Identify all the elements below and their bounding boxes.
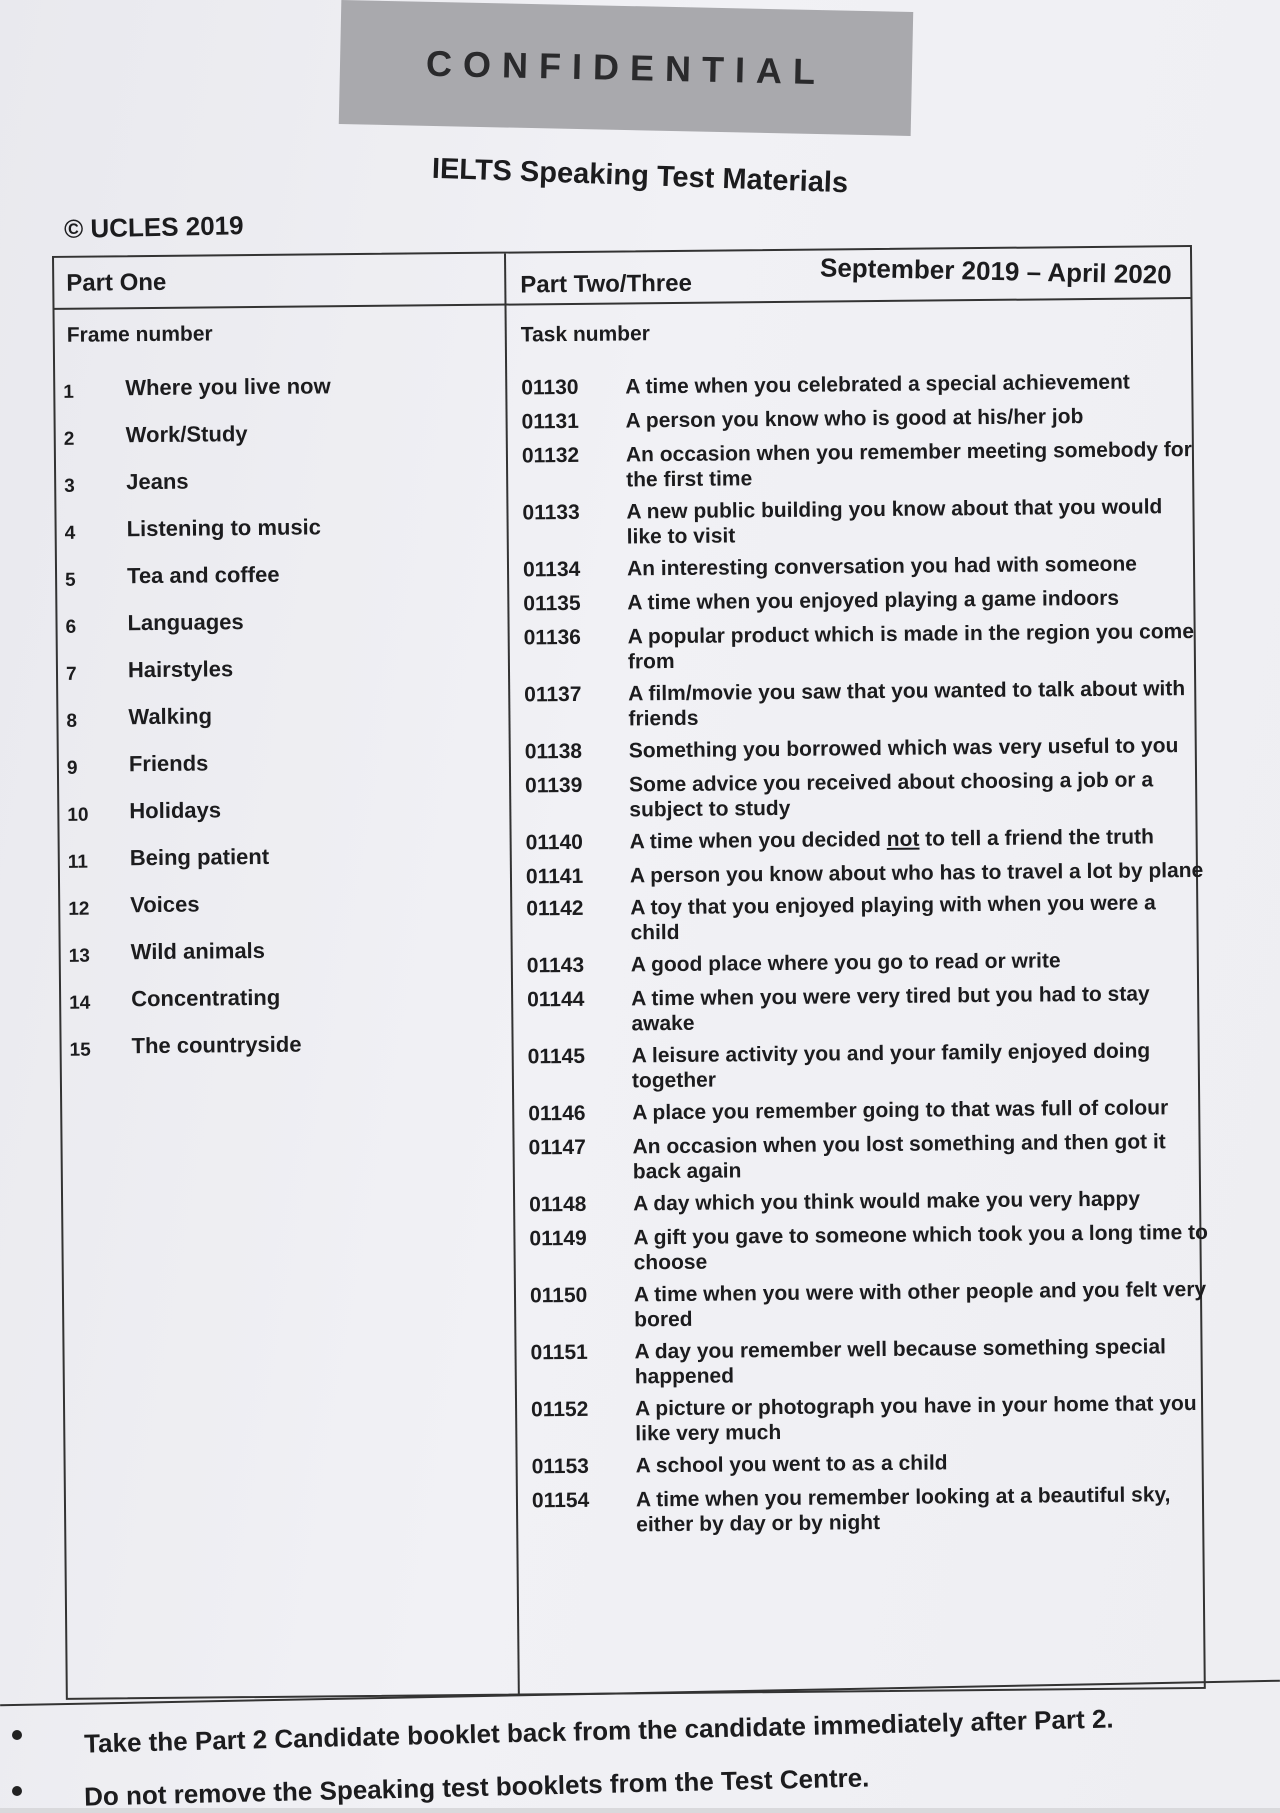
frame-number: 15	[69, 1039, 91, 1061]
task-row	[522, 437, 1202, 494]
task-row	[527, 981, 1207, 1038]
task-text: A day you remember well because something special happened	[634, 1335, 1167, 1389]
task-code: 01151	[530, 1340, 588, 1365]
frame-number: 7	[65, 663, 77, 685]
task-text: A person you know who is good at his/her job	[625, 405, 1084, 433]
bullet-icon	[12, 1786, 22, 1796]
task-row	[525, 733, 1205, 765]
frame-label: Work/Study	[125, 421, 248, 448]
task-text: A school you went to as a child	[635, 1451, 948, 1478]
frame-number: 11	[67, 851, 89, 873]
task-code: 01139	[524, 773, 583, 798]
document-title: IELTS Speaking Test Materials	[431, 152, 849, 200]
task-row	[531, 1391, 1211, 1448]
task-row	[524, 676, 1204, 733]
frame-number: 4	[64, 522, 76, 544]
task-text: A picture or photograph you have in your home that you like very much	[634, 1392, 1197, 1446]
task-code: 01140	[525, 830, 584, 855]
task-row	[532, 1448, 1212, 1480]
frame-label: Where you live now	[125, 373, 331, 401]
task-code: 01143	[526, 953, 585, 978]
frame-row	[65, 560, 505, 611]
bullet-icon	[12, 1730, 22, 1740]
frame-label: Jeans	[126, 468, 189, 495]
frame-label: Wild animals	[130, 937, 266, 965]
task-text: A time when you remember looking at a beautiful sky, either by day or by night	[635, 1483, 1171, 1537]
task-row	[530, 1277, 1210, 1334]
task-code: 01146	[528, 1101, 586, 1126]
task-text: Something you borrowed which was very useful to you	[628, 734, 1179, 763]
frame-label: Languages	[127, 609, 244, 636]
task-text: An occasion when you remember meeting somebody for the first time	[625, 438, 1192, 492]
frame-row	[66, 701, 506, 752]
task-text: A leisure activity you and your family enjoyed doing together	[631, 1039, 1151, 1093]
task-text: A popular product which is made in the region you come from	[627, 619, 1195, 674]
task-row	[529, 1220, 1209, 1277]
task-row	[526, 890, 1206, 947]
frame-row	[66, 654, 506, 705]
task-text: A day which you think would make you very happy	[633, 1187, 1141, 1216]
frame-row	[69, 1030, 509, 1081]
frame-label: The countryside	[131, 1031, 302, 1059]
task-text: An occasion when you lost something and then got it back again	[632, 1130, 1166, 1184]
task-text: Some advice you received about choosing a job or a subject to study	[628, 768, 1154, 822]
task-text: A toy that you enjoyed playing with when you were a child	[630, 891, 1156, 945]
task-code: 01153	[531, 1454, 590, 1479]
task-code: 01132	[521, 443, 580, 468]
frame-row	[69, 936, 509, 987]
table-border	[52, 245, 1206, 1700]
task-text-underlined: not	[886, 827, 920, 851]
task-code: 01138	[524, 739, 583, 764]
task-code: 01134	[522, 557, 581, 582]
frame-number-heading: Frame number	[66, 322, 213, 347]
copyright-notice: © UCLES 2019	[63, 210, 244, 244]
task-row	[530, 1334, 1210, 1391]
task-row	[532, 1482, 1212, 1539]
frame-label: Friends	[128, 750, 209, 777]
frame-number: 2	[63, 428, 75, 450]
task-code: 01150	[529, 1283, 588, 1308]
frame-row	[63, 372, 503, 423]
task-row	[524, 619, 1204, 676]
task-code: 01149	[529, 1226, 587, 1251]
frame-row	[64, 419, 504, 470]
frame-row	[67, 795, 507, 846]
frame-row	[67, 748, 507, 799]
task-list	[521, 369, 1212, 1545]
confidential-label: CONFIDENTIAL	[425, 42, 827, 93]
task-code: 01130	[521, 375, 579, 400]
frame-number: 12	[68, 898, 90, 920]
task-row	[521, 403, 1201, 435]
task-text: A time when you enjoyed playing a game indoors	[627, 586, 1120, 615]
frame-number: 8	[66, 710, 78, 732]
task-text: A film/movie you saw that you wanted to talk about with friends	[628, 677, 1186, 731]
task-code: 01135	[523, 591, 581, 616]
task-text	[630, 824, 1206, 855]
frame-number: 3	[64, 475, 75, 497]
frame-label: Listening to music	[126, 514, 322, 542]
task-code: 01154	[531, 1488, 590, 1513]
frame-label: Being patient	[129, 843, 270, 871]
frame-number: 6	[65, 616, 77, 638]
instruction-note: Do not remove the Speaking test booklets from the Test Centre.	[83, 1762, 870, 1812]
task-row	[526, 858, 1206, 890]
header-divider	[54, 297, 1190, 310]
frame-label: Hairstyles	[127, 656, 234, 683]
task-code: 01136	[523, 625, 582, 650]
frame-label: Tea and coffee	[126, 561, 280, 589]
task-text: A new public building you know about that you would like to visit	[626, 495, 1163, 549]
task-text: A time when you were very tired but you had to stay awake	[631, 982, 1150, 1036]
materials-table	[46, 245, 1208, 1696]
frame-row	[69, 983, 509, 1034]
frame-number: 1	[63, 381, 74, 403]
task-code: 01144	[527, 987, 585, 1012]
task-row	[521, 369, 1201, 401]
task-text-before: A time when you decided	[629, 827, 887, 854]
frame-label: Holidays	[129, 797, 222, 824]
validity-dates: September 2019 – April 2020	[819, 252, 1172, 290]
task-text: A time when you were with other people and you felt very bored	[633, 1277, 1207, 1332]
task-code: 01133	[522, 500, 580, 525]
task-code: 01147	[528, 1135, 586, 1160]
task-row	[525, 767, 1205, 824]
part-one-heading: Part One	[66, 268, 167, 297]
frame-number: 14	[69, 992, 91, 1014]
frame-row	[65, 607, 505, 658]
task-code: 01148	[529, 1192, 587, 1217]
frame-row	[68, 889, 508, 940]
task-row	[528, 1095, 1208, 1127]
task-row	[527, 947, 1207, 979]
task-row	[528, 1038, 1208, 1095]
frame-number: 9	[66, 757, 78, 779]
task-code: 01141	[525, 864, 584, 889]
task-code: 01131	[521, 409, 579, 434]
task-text: A gift you gave to someone which took you a long time to choose	[633, 1220, 1208, 1275]
frame-number: 5	[65, 569, 76, 591]
task-code: 01145	[527, 1044, 586, 1069]
task-row	[528, 1129, 1208, 1186]
task-code: 01142	[526, 896, 584, 921]
task-number-heading: Task number	[520, 322, 651, 347]
frame-list	[63, 372, 510, 1081]
task-row	[526, 824, 1206, 856]
task-text: A place you remember going to that was full of colour	[632, 1096, 1169, 1125]
frame-number: 13	[68, 945, 90, 967]
frame-label: Concentrating	[131, 984, 281, 1012]
task-text: A person you know about who has to travel a lot by plane	[629, 858, 1204, 888]
frame-row	[65, 513, 505, 564]
task-row	[523, 585, 1203, 617]
task-text: A time when you celebrated a special achievement	[625, 370, 1130, 399]
frame-row	[64, 466, 504, 517]
frame-number: 10	[67, 804, 89, 826]
task-text: An interesting conversation you had with someone	[626, 552, 1138, 581]
instruction-note: Take the Part 2 Candidate booklet back from the candidate immediately after Part 2.	[83, 1703, 1114, 1759]
task-code: 01137	[524, 682, 582, 707]
task-row	[529, 1186, 1209, 1218]
frame-label: Walking	[128, 703, 213, 730]
task-text: A good place where you go to read or write	[630, 949, 1061, 977]
part-two-heading: Part Two/Three	[520, 269, 693, 299]
task-text-after: to tell a friend the truth	[919, 825, 1155, 851]
task-row	[523, 551, 1203, 583]
task-code: 01152	[530, 1397, 589, 1422]
frame-row	[68, 842, 508, 893]
task-row	[522, 494, 1202, 551]
frame-label: Voices	[130, 891, 200, 918]
confidential-banner	[339, 0, 913, 136]
